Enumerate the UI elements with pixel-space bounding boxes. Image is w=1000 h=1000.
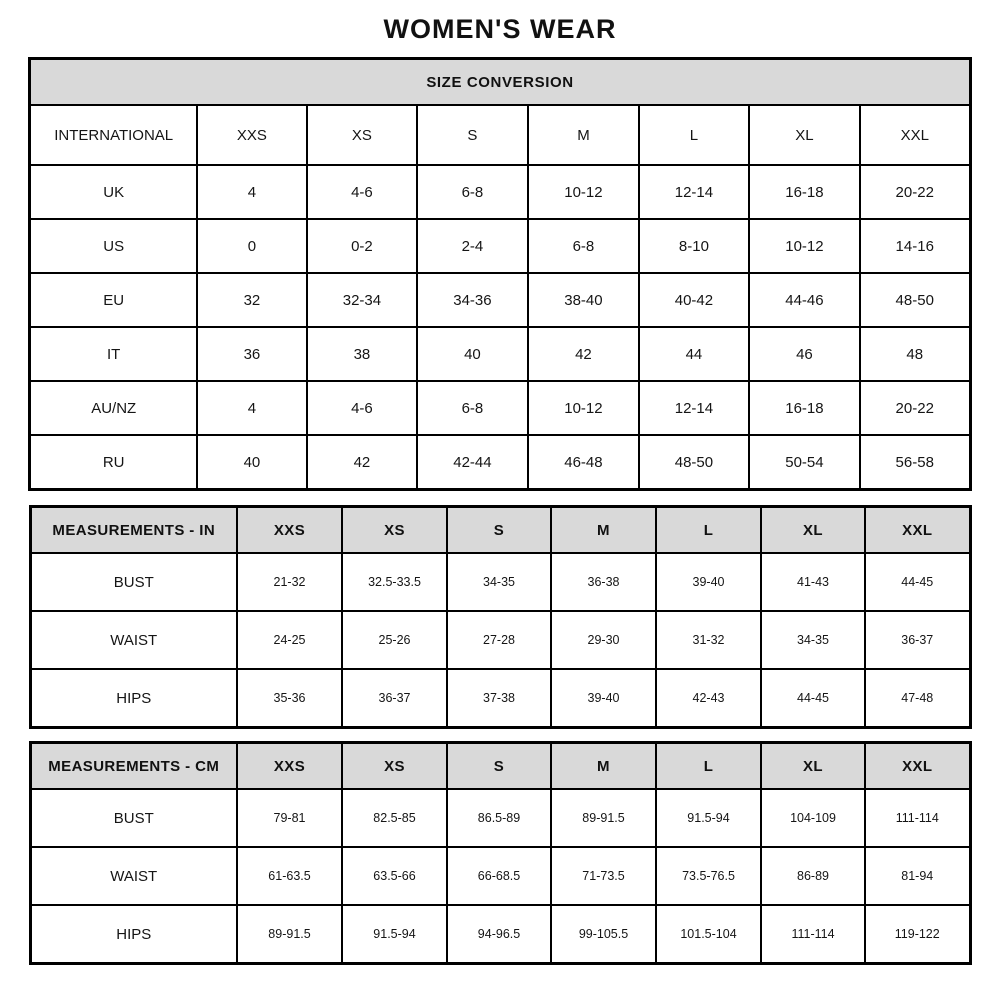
size-conversion-value-cell: 0 [197,219,307,273]
size-conversion-row-label: RU [30,435,197,490]
size-conversion-value-cell: 0-2 [307,219,417,273]
measurements-cm-row-label: HIPS [30,905,237,964]
measurements-in-row-bust [30,553,970,611]
measurements-cm-section [0,741,1000,965]
measurements-in-size-header-cell: M [551,507,656,554]
size-conversion-table [28,57,971,491]
size-conversion-header-cell: XXS [197,105,307,165]
measurements-in-row-label: HIPS [30,669,237,728]
measurements-in-value-cell: 34-35 [447,553,551,611]
size-conversion-value-cell: 12-14 [639,381,749,435]
measurements-in-size-header-cell: XXS [237,507,342,554]
measurements-in-title: MEASUREMENTS - IN [30,507,237,554]
measurements-in-size-header-cell: S [447,507,551,554]
measurements-cm-value-cell: 94-96.5 [447,905,551,964]
measurements-in-row-hips [30,669,970,728]
measurements-cm-row-bust [30,789,970,847]
measurements-cm-value-cell: 86-89 [761,847,865,905]
size-conversion-header-cell: M [528,105,639,165]
size-conversion-section [0,57,1000,491]
size-conversion-value-cell: 40 [197,435,307,490]
size-conversion-value-cell: 14-16 [860,219,970,273]
measurements-cm-value-cell: 71-73.5 [551,847,656,905]
measurements-in-section [0,505,1000,729]
size-conversion-row-label: US [30,219,197,273]
measurements-in-row-label: WAIST [30,611,237,669]
size-conversion-value-cell: 44-46 [749,273,860,327]
measurements-in-value-cell: 25-26 [342,611,447,669]
measurements-cm-value-cell: 66-68.5 [447,847,551,905]
size-conversion-value-cell: 8-10 [639,219,749,273]
size-conversion-header-cell: L [639,105,749,165]
size-conversion-value-cell: 6-8 [417,381,528,435]
size-conversion-value-cell: 16-18 [749,165,860,219]
size-conversion-value-cell: 6-8 [528,219,639,273]
page-title: WOMEN'S WEAR [383,14,617,44]
measurements-in-value-cell: 47-48 [865,669,970,728]
size-conversion-row-label: IT [30,327,197,381]
size-conversion-row-it [30,327,970,381]
size-conversion-value-cell: 56-58 [860,435,970,490]
measurements-cm-value-cell: 73.5-76.5 [656,847,761,905]
size-conversion-value-cell: 32 [197,273,307,327]
measurements-cm-row-label: WAIST [30,847,237,905]
size-conversion-value-cell: 48 [860,327,970,381]
measurements-in-size-header-cell: XXL [865,507,970,554]
size-conversion-value-cell: 46 [749,327,860,381]
size-conversion-value-cell: 42-44 [417,435,528,490]
size-conversion-value-cell: 32-34 [307,273,417,327]
size-conversion-value-cell: 20-22 [860,165,970,219]
size-conversion-row-label: AU/NZ [30,381,197,435]
measurements-cm-value-cell: 119-122 [865,905,970,964]
measurements-in-value-cell: 36-37 [865,611,970,669]
size-conversion-row-us [30,219,970,273]
measurements-cm-size-header-cell: XS [342,743,447,790]
size-conversion-value-cell: 16-18 [749,381,860,435]
size-conversion-value-cell: 12-14 [639,165,749,219]
size-conversion-value-cell: 4 [197,381,307,435]
size-conversion-header-cell: S [417,105,528,165]
measurements-in-value-cell: 29-30 [551,611,656,669]
measurements-cm-value-cell: 89-91.5 [551,789,656,847]
measurements-in-value-cell: 27-28 [447,611,551,669]
size-conversion-value-cell: 4 [197,165,307,219]
size-conversion-value-cell: 50-54 [749,435,860,490]
measurements-cm-title: MEASUREMENTS - CM [30,743,237,790]
measurements-in-value-cell: 35-36 [237,669,342,728]
size-conversion-value-cell: 20-22 [860,381,970,435]
size-conversion-value-cell: 10-12 [528,165,639,219]
size-conversion-value-cell: 40 [417,327,528,381]
measurements-cm-value-cell: 79-81 [237,789,342,847]
size-conversion-value-cell: 40-42 [639,273,749,327]
measurements-cm-row-hips [30,905,970,964]
size-conversion-header-cell: INTERNATIONAL [30,105,197,165]
measurements-cm-table [29,741,972,965]
measurements-cm-row-label: BUST [30,789,237,847]
size-conversion-value-cell: 38-40 [528,273,639,327]
measurements-cm-value-cell: 61-63.5 [237,847,342,905]
size-conversion-header-row [30,105,970,165]
size-conversion-value-cell: 10-12 [528,381,639,435]
measurements-cm-value-cell: 89-91.5 [237,905,342,964]
size-conversion-row-au-nz [30,381,970,435]
size-conversion-title: SIZE CONVERSION [30,59,970,106]
size-conversion-value-cell: 48-50 [860,273,970,327]
measurements-in-row-waist [30,611,970,669]
size-conversion-header-cell: XL [749,105,860,165]
measurements-cm-value-cell: 82.5-85 [342,789,447,847]
size-conversion-row-uk [30,165,970,219]
measurements-cm-value-cell: 111-114 [865,789,970,847]
measurements-in-value-cell: 42-43 [656,669,761,728]
measurements-cm-value-cell: 101.5-104 [656,905,761,964]
size-conversion-value-cell: 4-6 [307,381,417,435]
size-conversion-value-cell: 6-8 [417,165,528,219]
measurements-in-value-cell: 36-37 [342,669,447,728]
measurements-cm-size-header-cell: M [551,743,656,790]
measurements-cm-value-cell: 104-109 [761,789,865,847]
measurements-in-size-header-cell: XS [342,507,447,554]
size-conversion-caption-row [30,59,970,106]
measurements-cm-row-waist [30,847,970,905]
size-conversion-value-cell: 44 [639,327,749,381]
measurements-in-value-cell: 24-25 [237,611,342,669]
measurements-in-table [29,505,972,729]
size-conversion-value-cell: 42 [528,327,639,381]
measurements-in-header-row [30,507,970,554]
measurements-cm-size-header-cell: S [447,743,551,790]
measurements-cm-value-cell: 63.5-66 [342,847,447,905]
measurements-in-value-cell: 37-38 [447,669,551,728]
size-conversion-row-ru [30,435,970,490]
size-conversion-value-cell: 4-6 [307,165,417,219]
size-conversion-value-cell: 38 [307,327,417,381]
measurements-in-value-cell: 32.5-33.5 [342,553,447,611]
size-conversion-value-cell: 36 [197,327,307,381]
size-conversion-header-cell: XXL [860,105,970,165]
measurements-in-value-cell: 39-40 [551,669,656,728]
measurements-cm-header-row [30,743,970,790]
size-conversion-value-cell: 10-12 [749,219,860,273]
measurements-in-value-cell: 41-43 [761,553,865,611]
size-conversion-row-label: EU [30,273,197,327]
measurements-cm-size-header-cell: XL [761,743,865,790]
measurements-cm-size-header-cell: XXL [865,743,970,790]
measurements-in-value-cell: 31-32 [656,611,761,669]
measurements-cm-value-cell: 91.5-94 [342,905,447,964]
measurements-in-value-cell: 34-35 [761,611,865,669]
measurements-cm-value-cell: 86.5-89 [447,789,551,847]
measurements-in-row-label: BUST [30,553,237,611]
measurements-in-value-cell: 44-45 [865,553,970,611]
measurements-cm-value-cell: 81-94 [865,847,970,905]
measurements-in-size-header-cell: L [656,507,761,554]
measurements-in-value-cell: 39-40 [656,553,761,611]
size-conversion-value-cell: 34-36 [417,273,528,327]
measurements-in-value-cell: 44-45 [761,669,865,728]
measurements-cm-value-cell: 99-105.5 [551,905,656,964]
size-conversion-header-cell: XS [307,105,417,165]
measurements-cm-value-cell: 111-114 [761,905,865,964]
measurements-in-size-header-cell: XL [761,507,865,554]
measurements-in-value-cell: 21-32 [237,553,342,611]
size-conversion-value-cell: 46-48 [528,435,639,490]
size-conversion-value-cell: 48-50 [639,435,749,490]
size-conversion-value-cell: 42 [307,435,417,490]
size-conversion-row-label: UK [30,165,197,219]
measurements-cm-size-header-cell: XXS [237,743,342,790]
size-conversion-row-eu [30,273,970,327]
size-conversion-value-cell: 2-4 [417,219,528,273]
measurements-in-value-cell: 36-38 [551,553,656,611]
measurements-cm-value-cell: 91.5-94 [656,789,761,847]
measurements-cm-size-header-cell: L [656,743,761,790]
